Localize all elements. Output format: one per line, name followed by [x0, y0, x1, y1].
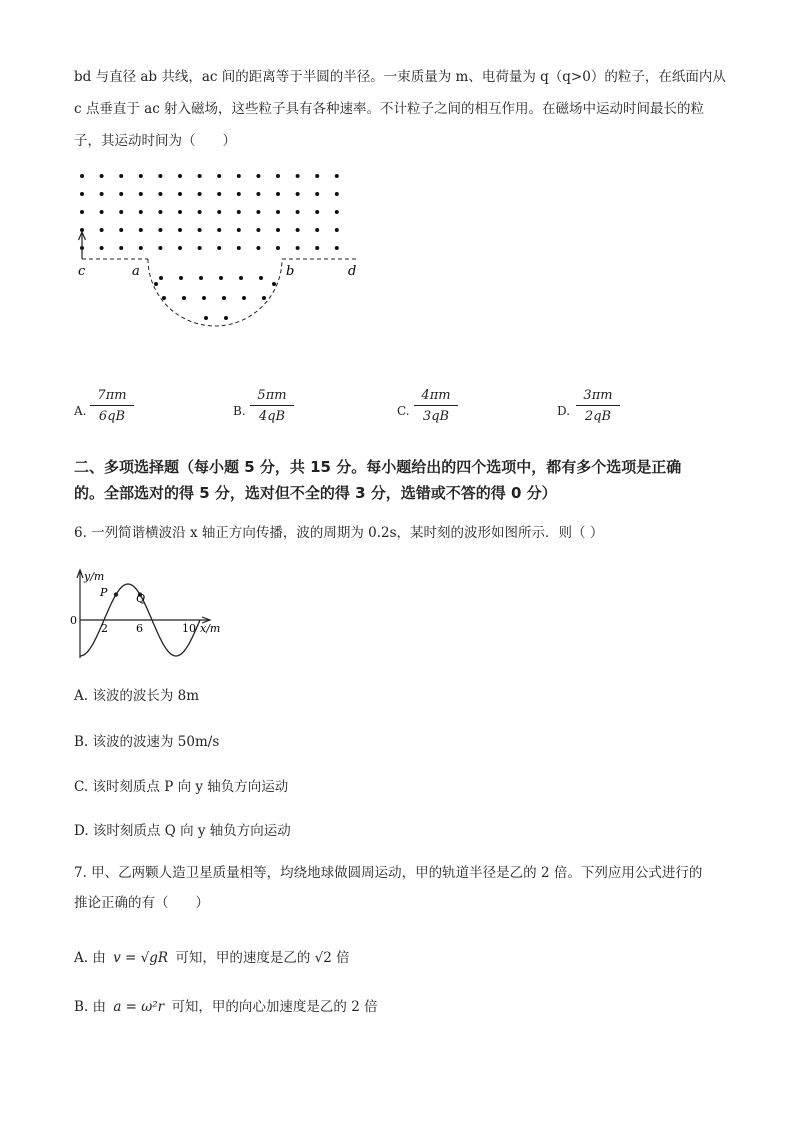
field-dot: [199, 276, 203, 280]
field-dot: [315, 192, 319, 196]
q7-option-a-formula: v = √gR: [113, 950, 169, 966]
q6-stem: 6. 一列简谐横波沿 x 轴正方向传播，波的周期为 0.2s，某时刻的波形如图所示．则（ ）: [74, 525, 604, 541]
field-dot: [217, 246, 221, 250]
q5-text-line-3: 子，其运动时间为（ ）: [74, 133, 236, 149]
field-dot: [315, 174, 319, 178]
field-dot: [80, 192, 84, 196]
field-dot: [239, 276, 243, 280]
q6-option-d[interactable]: D. 该时刻质点 Q 向 y 轴负方向运动: [74, 823, 291, 839]
field-dot: [217, 174, 221, 178]
q6-option-b[interactable]: B. 该波的波速为 50m/s: [74, 734, 220, 750]
field-dot: [119, 174, 123, 178]
section-2-title-line-1: 二、多项选择题（每小题 5 分，共 15 分。每小题给出的四个选项中，都有多个选项是正确: [74, 458, 682, 476]
field-dot: [178, 210, 182, 214]
field-dot: [139, 228, 143, 232]
q5-text-line-2: c 点垂直于 ac 射入磁场，这些粒子具有各种速率。不计粒子之间的相互作用。在磁场中运动时间最长的粒: [74, 101, 705, 117]
field-dot: [119, 210, 123, 214]
field-dot: [198, 192, 202, 196]
field-dot: [158, 228, 162, 232]
field-dot: [262, 296, 266, 300]
q5-text-line-1: bd 与直径 ab 共线，ac 间的距离等于半圆的半径。一束质量为 m、电荷量为 q（q>0）的粒子，在纸面内从: [74, 69, 726, 85]
field-dot: [198, 228, 202, 232]
q7-option-b-suffix: 可知，甲的向心加速度是乙的 2 倍: [171, 999, 378, 1015]
x-axis-label: x/m: [200, 622, 221, 635]
field-dot: [158, 246, 162, 250]
field-dot: [315, 246, 319, 250]
field-dot: [242, 296, 246, 300]
y-axis-label: y/m: [84, 570, 105, 583]
field-dot: [335, 210, 339, 214]
q5-magnetic-field-figure: [60, 160, 380, 340]
q5-option-b-letter[interactable]: B.: [233, 404, 246, 418]
tick-label-6: 6: [136, 622, 143, 635]
q5-option-b-fraction[interactable]: [250, 388, 294, 424]
q7-option-b[interactable]: [74, 995, 378, 1015]
field-dot: [259, 276, 263, 280]
field-dot: [182, 296, 186, 300]
field-dot: [202, 296, 206, 300]
q7-stem-line-1: 7. 甲、乙两颗人造卫星质量相等，均绕地球做圆周运动，甲的轨道半径是乙的 2 倍。下列应用公式进行的: [74, 865, 703, 881]
field-dot: [256, 246, 260, 250]
label-c: c: [78, 264, 86, 279]
field-dot: [178, 246, 182, 250]
field-dot: [335, 192, 339, 196]
q6-option-a[interactable]: A. 该波的波长为 8m: [74, 688, 200, 704]
field-dot: [158, 192, 162, 196]
point-p-label: P: [100, 586, 108, 599]
point-p-marker: [114, 592, 118, 596]
q6-wave-graph: [62, 562, 232, 666]
field-dot: [272, 282, 276, 286]
field-dot: [276, 192, 280, 196]
field-dot: [276, 174, 280, 178]
label-a: a: [132, 264, 140, 279]
q5-option-d-denominator: 2qB: [584, 409, 612, 424]
field-dot: [80, 210, 84, 214]
field-dot: [256, 210, 260, 214]
field-dot: [296, 246, 300, 250]
field-dot: [100, 192, 104, 196]
field-dot: [335, 228, 339, 232]
origin-label: 0: [70, 614, 77, 627]
field-dots: [80, 174, 339, 320]
field-dot: [178, 192, 182, 196]
field-dot: [296, 192, 300, 196]
field-dot: [198, 174, 202, 178]
field-dot: [158, 174, 162, 178]
field-dot: [178, 174, 182, 178]
field-dot: [237, 246, 241, 250]
field-dot: [276, 210, 280, 214]
q7-option-a-suffix: 可知，甲的速度是乙的 √2 倍: [175, 950, 350, 966]
field-dot: [335, 174, 339, 178]
field-dot: [315, 228, 319, 232]
field-dot: [296, 174, 300, 178]
field-dot: [237, 228, 241, 232]
field-dot: [119, 228, 123, 232]
field-dot: [237, 174, 241, 178]
field-dot: [162, 296, 166, 300]
field-dot: [217, 210, 221, 214]
field-dot: [158, 210, 162, 214]
field-dot: [198, 246, 202, 250]
field-dot: [100, 228, 104, 232]
field-dot: [276, 246, 280, 250]
field-dot: [100, 210, 104, 214]
field-dot: [217, 228, 221, 232]
field-dot: [335, 246, 339, 250]
field-dot: [100, 246, 104, 250]
field-dot: [296, 228, 300, 232]
field-dot: [198, 210, 202, 214]
q5-option-a-fraction[interactable]: [90, 388, 134, 424]
field-dot: [139, 174, 143, 178]
field-dot: [256, 174, 260, 178]
q5-option-c-denominator: 3qB: [422, 409, 450, 424]
field-dot: [217, 192, 221, 196]
section-2-title-line-2: 的。全部选对的得 5 分，选对但不全的得 3 分，选错或不答的得 0 分）: [74, 484, 557, 502]
field-dot: [100, 174, 104, 178]
field-dot: [224, 316, 228, 320]
label-b: b: [286, 264, 295, 279]
field-dot: [139, 192, 143, 196]
field-dot: [139, 246, 143, 250]
q7-option-b-prefix: B. 由: [74, 999, 107, 1015]
q5-option-d-numerator: 3πm: [576, 388, 620, 406]
q7-option-a-prefix: A. 由: [74, 950, 106, 966]
q5-option-d-letter[interactable]: D.: [557, 404, 571, 418]
field-dot: [119, 246, 123, 250]
field-dot: [119, 192, 123, 196]
field-dot: [315, 210, 319, 214]
field-dot: [178, 228, 182, 232]
label-d: d: [348, 264, 357, 279]
field-dot: [159, 276, 163, 280]
tick-label-2: 2: [101, 622, 108, 635]
field-dot: [204, 316, 208, 320]
q7-stem-line-2: 推论正确的有（ ）: [74, 895, 209, 911]
q5-option-a-letter[interactable]: A.: [74, 404, 87, 418]
field-dot: [237, 192, 241, 196]
q5-option-d-fraction[interactable]: [576, 388, 620, 424]
q5-option-c-letter[interactable]: C.: [397, 404, 410, 418]
field-dot: [154, 282, 158, 286]
field-dot: [256, 192, 260, 196]
q5-option-c-numerator: 4πm: [414, 388, 458, 406]
q5-option-b-numerator: 5πm: [250, 388, 294, 406]
field-dot: [139, 210, 143, 214]
point-q-label: Q: [136, 592, 146, 605]
field-dot: [296, 210, 300, 214]
q5-option-a-numerator: 7πm: [90, 388, 134, 406]
q5-option-b-denominator: 4qB: [258, 409, 286, 424]
tick-label-10: 10: [182, 622, 196, 635]
field-dot: [237, 210, 241, 214]
q5-option-a-denominator: 6qB: [98, 409, 126, 424]
q7-option-a[interactable]: [74, 946, 350, 966]
q7-option-b-formula: a = ω²r: [113, 999, 165, 1015]
q5-option-c-fraction[interactable]: [414, 388, 458, 424]
field-dot: [222, 296, 226, 300]
field-dot: [80, 174, 84, 178]
q6-option-c[interactable]: C. 该时刻质点 P 向 y 轴负方向运动: [74, 779, 289, 795]
field-dot: [219, 276, 223, 280]
field-dot: [179, 276, 183, 280]
field-dot: [256, 228, 260, 232]
field-dot: [276, 228, 280, 232]
